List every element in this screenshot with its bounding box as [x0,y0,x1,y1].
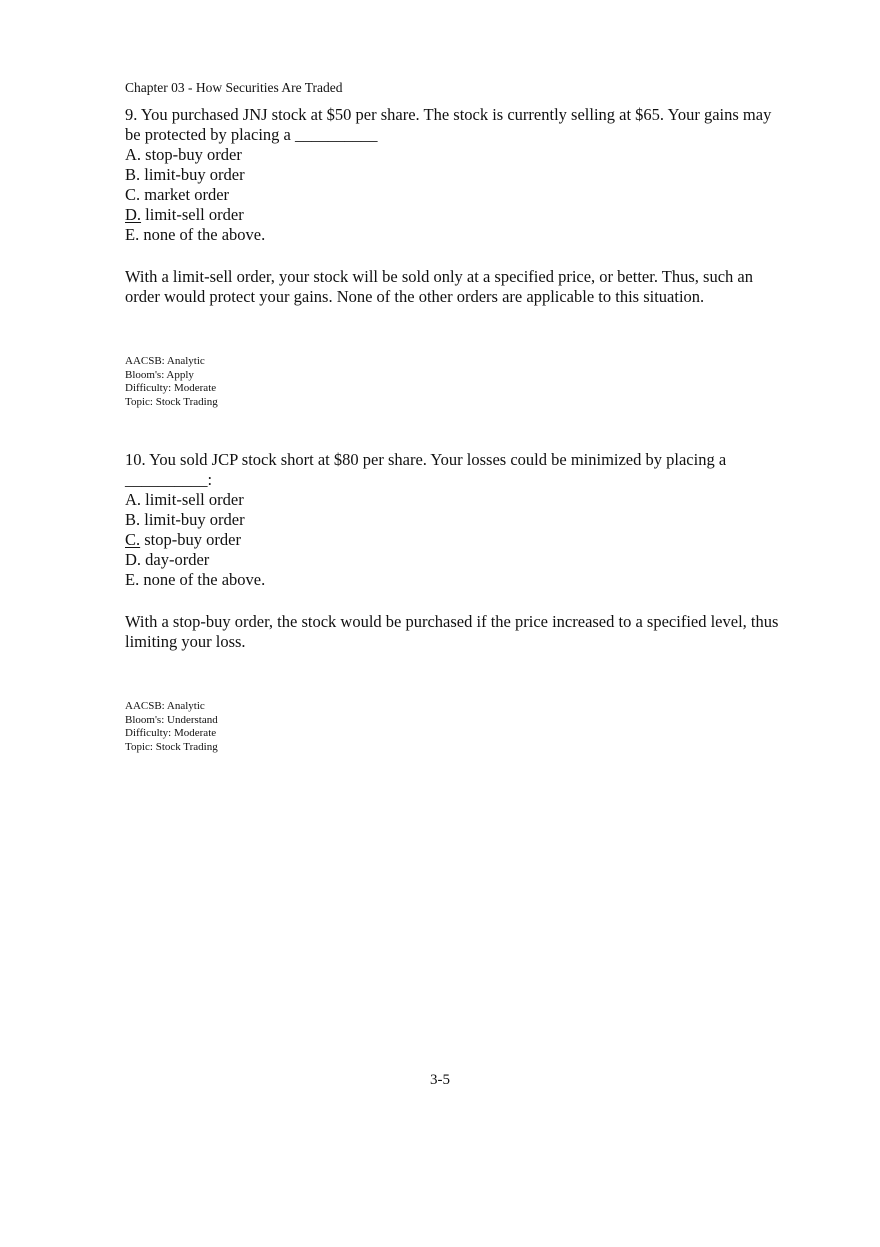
meta-blooms: Bloom's: Understand [125,713,218,726]
option-c [125,530,785,550]
meta-topic: Topic: Stock Trading [125,740,218,753]
meta-difficulty: Difficulty: Moderate [125,727,217,739]
option-text: day-order [141,550,210,569]
page-number: 3-5 [430,1072,450,1088]
option-c [125,185,785,205]
meta-topic: Topic: Stock Trading [125,395,218,408]
meta-aacsb: AACSB: Analytic [125,700,205,712]
option-letter: A. [125,145,142,164]
option-letter: E. [125,225,140,244]
meta-difficulty: Difficulty: Moderate [125,382,217,394]
option-d [125,205,785,225]
correct-option-letter: C. [125,530,141,549]
option-text: stop-buy order [141,145,242,164]
option-text: none of the above. [139,570,266,589]
answer-options [125,145,785,245]
option-b [125,510,785,530]
correct-option-letter: D. [125,205,142,224]
answer-options [125,490,785,590]
option-letter: E. [125,570,140,589]
question-metadata [125,700,785,754]
question-metadata [125,355,785,409]
option-text: limit-sell order [141,205,244,224]
option-text: limit-buy order [140,510,245,529]
question-9 [125,105,785,409]
option-b [125,165,785,185]
option-text: limit-sell order [141,490,244,509]
question-10 [125,450,785,754]
meta-blooms: Bloom's: Apply [125,368,194,381]
option-letter: B. [125,510,141,529]
option-text: stop-buy order [140,530,241,549]
option-e [125,225,785,245]
option-text: market order [140,185,230,204]
option-a [125,490,785,510]
option-letter: B. [125,165,141,184]
question-stem: 9. You purchased JNJ stock at $50 per share. The stock is currently selling at $65. Your gains may be protected by placing a __________ [125,105,772,144]
meta-aacsb: AACSB: Analytic [125,355,205,367]
answer-explanation: With a limit-sell order, your stock will be sold only at a specified price, or better. Thus, such an order would protect your gains. None of the other orders are applicable to this situation. [125,267,753,306]
answer-explanation: With a stop-buy order, the stock would be purchased if the price increased to a specified level, thus limiting your loss. [125,612,779,651]
option-letter: D. [125,550,142,569]
option-a [125,145,785,165]
question-stem: 10. You sold JCP stock short at $80 per share. Your losses could be minimized by placing a __________: [125,450,727,489]
option-text: limit-buy order [140,165,245,184]
option-d [125,550,785,570]
option-text: none of the above. [139,225,266,244]
option-letter: C. [125,185,141,204]
option-e [125,570,785,590]
page-header: Chapter 03 - How Securities Are Traded [125,80,343,95]
option-letter: A. [125,490,142,509]
